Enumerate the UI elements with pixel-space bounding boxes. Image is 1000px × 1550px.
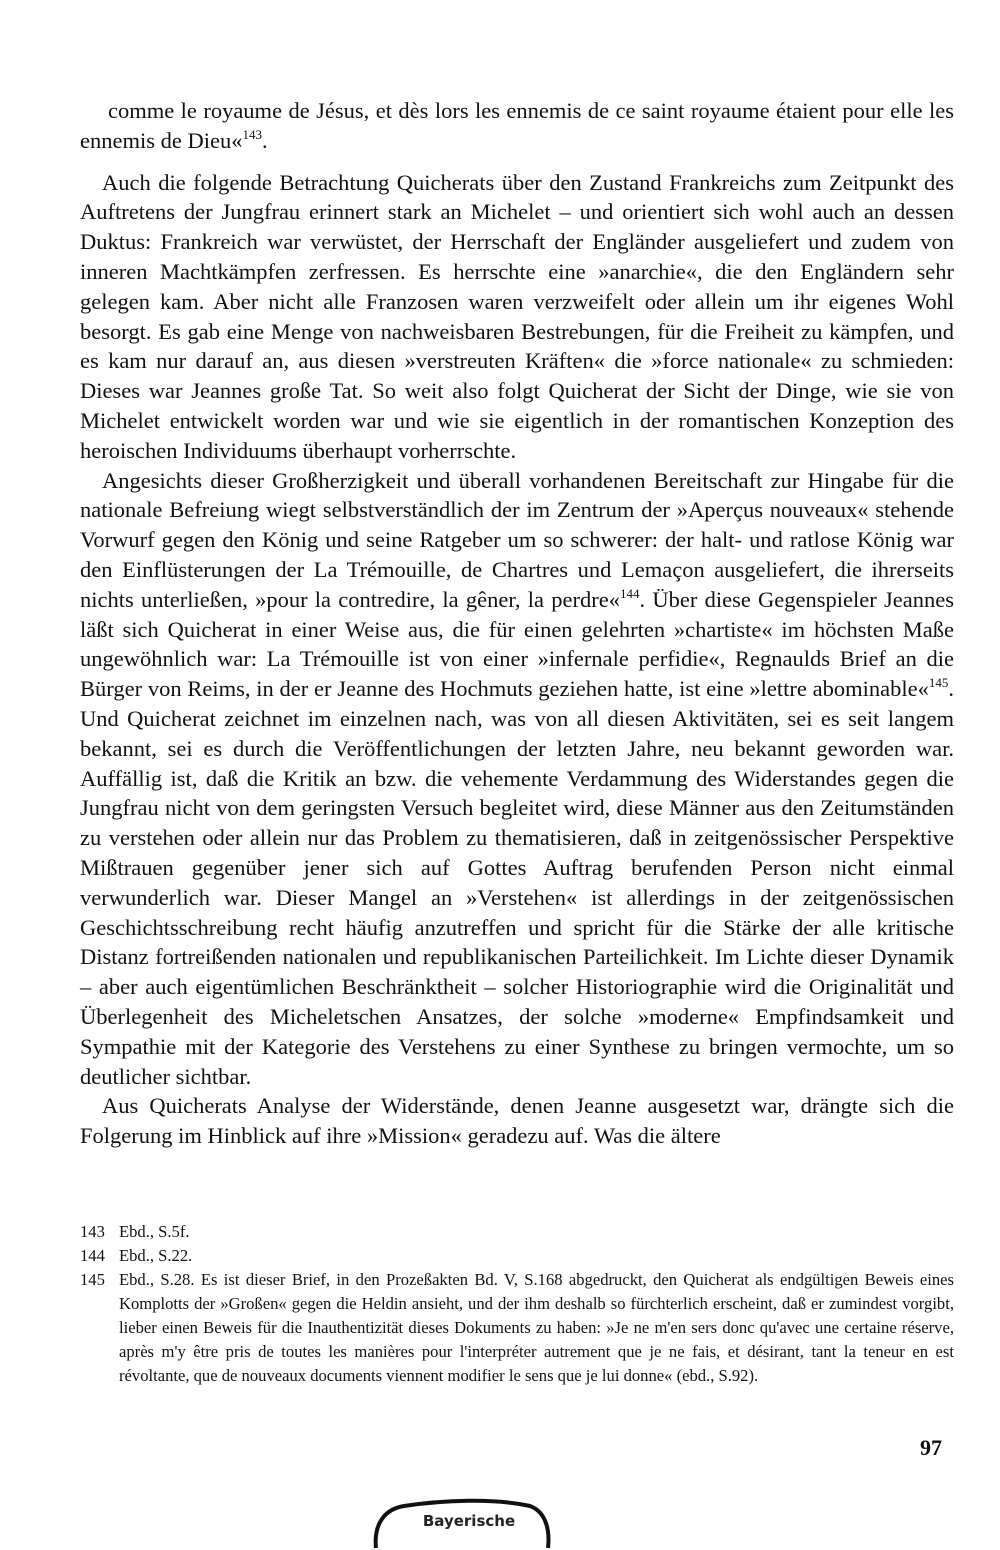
- paragraph-text: . Und Quicherat zeichnet im einzelnen nach, was von all diesen Aktivitäten, sei es seit langem bekannt, sei es durch die Veröffentlichungen der letzten Jahre, neu bekannt geworden war. Auffällig ist, daß die Kritik an bzw. die vehemente Verdammung des Widerstandes gegen die Jungfrau nicht von dem geringsten Versuch begleitet wird, diese Männer aus den Zeitumständen zu verstehen oder allein nur das Problem zu thematisieren, daß in zeitgenössischer Perspektive Mißtrauen gegenüber jener sich auf Gottes Auftrag berufenden Person nicht einmal verwunderlich war. Dieser Mangel an »Verstehen« ist allerdings in der zeitgenössischen Geschichtsschreibung recht häufig anzutreffen und spricht für die Stärke der alle kritische Distanz fortreißenden nationalen und republikanischen Parteilichkeit. Im Lichte dieser Dynamik – aber auch eigentümlichen Beschränktheit – solcher Historiographie wird die Originalität und Überlegenheit des Micheletschen Ansatzes, der solche »moderne« Empfindsamkeit und Sympathie mit der Kategorie des Verstehens zu einer Synthese zu bringen vermochte, um so deutlicher sichtbar.: [80, 676, 954, 1089]
- paragraph-3: [80, 466, 954, 1092]
- paragraph-text: Auch die folgende Betrachtung Quicherats über den Zustand Frankreichs zum Zeitpunkt des Auftretens der Jungfrau erinnert stark an Michelet – und orientiert sich wohl auch an dessen Duktus: Frankreich war verwüstet, der Herrschaft der Engländer ausgeliefert und zudem von inneren Machtkämpfen zerfressen. Es herrschte eine »anarchie«, die den Engländern sehr gelegen kam. Aber nicht alle Franzosen waren verzweifelt oder allein um ihr eigenes Wohl besorgt. Es gab eine Menge von nachweisbaren Bestrebungen, für die Freiheit zu kämpfen, und es kam nur darauf an, aus diesen »verstreuten Kräften« die »force nationale« zu schmieden: Dieses war Jeannes große Tat. So weit also folgt Quicherat der Sicht der Dinge, wie sie von Michelet entwickelt worden war und wie sie eigentlich in der romantischen Konzeption des heroischen Individuums überhaupt vorherrschte.: [80, 169, 954, 463]
- stamp-label: Bayerische: [422, 1512, 516, 1530]
- footnote-reference: 143: [242, 126, 262, 142]
- paragraph-text: . Über diese Gegenspieler Jeannes läßt sich Quicherat in einer Weise aus, die für einen gelehrten »chartiste« im höchsten Maße ungewöhnlich war: La Trémouille ist von einer »infernale perfidie«, Regnaulds Brief an die Bürger von Reims, in der er Jeanne des Hochmuts geziehen hatte, ist eine »lettre abominable«: [80, 586, 954, 702]
- footnote-text: Ebd., S.22.: [119, 1246, 193, 1265]
- paragraph-text: Aus Quicherats Analyse der Widerstände, denen Jeanne ausgesetzt war, drängte sich die Folgerung im Hinblick auf ihre »Mission« geradezu auf. Was die ältere: [80, 1093, 954, 1149]
- footnote-number: 144: [80, 1246, 105, 1265]
- paragraph-text: comme le royaume de Jésus, et dès lors les ennemis de ce saint royaume étaient pour elle les ennemis de Dieu«: [80, 98, 954, 153]
- paragraph-2: [80, 168, 954, 466]
- footnote-number: 145: [80, 1270, 105, 1289]
- footnote-number: 143: [80, 1222, 105, 1241]
- footnote-144: [80, 1244, 954, 1268]
- paragraph-text: .: [261, 127, 268, 153]
- library-stamp: [364, 1490, 554, 1550]
- paragraph-text: Angesichts dieser Großherzigkeit und überall vorhandenen Bereitschaft zur Hingabe für die nationale Befreiung wiegt selbstverständlich der im Zentrum der »Aperçus nouveaux« stehende Vorwurf gegen den König und seine Ratgeber um so schwerer: der halt- und ratlose König war den Einflüsterungen der La Trémouille, de Chartres und Lemaçon ausgeliefert, die ihrerseits nichts unterließen, »pour la contredire, la gêner, la perdre«: [80, 467, 954, 612]
- page-number: 97: [920, 1435, 942, 1460]
- footnote-145: [80, 1268, 954, 1388]
- footnote-text: Ebd., S.28. Es ist dieser Brief, in den Prozeßakten Bd. V, S.168 abgedruckt, den Quicherat als endgültigen Beweis eines Komplotts der »Großen« gegen die Heldin ansieht, und der ihm deshalb so fürchterlich erscheint, daß er zumindest vorgibt, lieber einen Beweis für die Inauthentizität dieses Dokuments zu haben: »Je ne m'en sers donc qu'avec une certaine réserve, après m'y être pris de toutes les manières pour l'interpréter autrement que je ne fais, et désirant, tant la teneur en est révoltante, que de nouveaux documents viennent modifier le sens que je lui donne« (ebd., S.92).: [119, 1270, 954, 1385]
- footnotes: [80, 1220, 954, 1388]
- paragraph-1: [80, 96, 954, 156]
- main-text: [80, 96, 954, 1151]
- footnote-reference: 144: [619, 585, 640, 601]
- paragraph-4: [80, 1091, 954, 1151]
- footnote-143: [80, 1220, 954, 1244]
- footnote-text: Ebd., S.5f.: [119, 1222, 190, 1241]
- footnote-reference: 145: [928, 675, 949, 691]
